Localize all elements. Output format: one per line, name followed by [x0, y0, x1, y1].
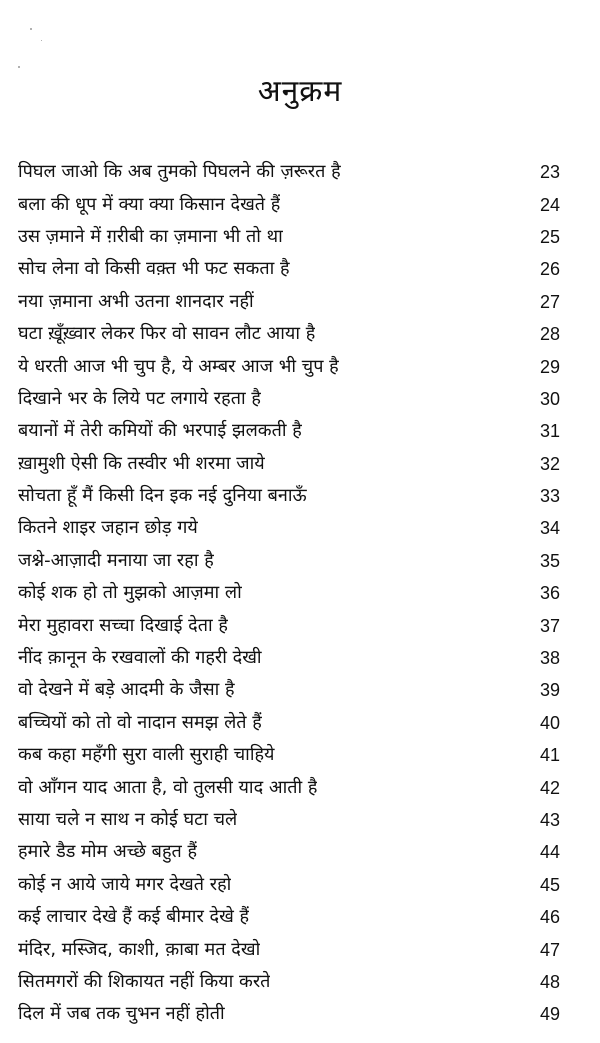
toc-entry[interactable] [18, 221, 560, 253]
toc-entry-page-number: 25 [539, 226, 560, 247]
toc-entry-title: वो आँगन याद आता है, वो तुलसी याद आती है [18, 776, 318, 798]
toc-entry[interactable] [18, 642, 560, 674]
toc-entry-page-number: 47 [539, 939, 560, 960]
toc-entry-page-number: 44 [539, 842, 560, 863]
toc-entry[interactable] [18, 448, 560, 480]
toc-entry[interactable] [18, 771, 560, 803]
toc-entry-title: कई लाचार देखे हैं कई बीमार देखे हैं [18, 906, 250, 928]
toc-entry[interactable] [18, 383, 560, 415]
toc-entry[interactable] [18, 998, 560, 1030]
toc-entry-title: हमारे डैड मोम अच्छे बहुत हैं [18, 841, 198, 863]
toc-entry[interactable] [18, 577, 560, 609]
scan-speck [18, 66, 20, 68]
toc-entry-title: ख़ामुशी ऐसी कि तस्वीर भी शरमा जाये [18, 452, 265, 474]
toc-entry[interactable] [18, 286, 560, 318]
table-of-contents [18, 156, 560, 1031]
toc-entry-title: दिल में जब तक चुभन नहीं होती [18, 1003, 225, 1025]
toc-entry-title: कोई शक हो तो मुझको आज़मा लो [18, 582, 242, 604]
toc-entry-title: सितमगरों की शिकायत नहीं किया करते [18, 970, 271, 992]
toc-entry[interactable] [18, 901, 560, 933]
toc-entry-title: सोच लेना वो किसी वक़्त भी फट सकता है [18, 258, 290, 280]
toc-entry[interactable] [18, 512, 560, 544]
toc-entry-title: दिखाने भर के लिये पट लगाये रहता है [18, 387, 261, 409]
toc-entry-page-number: 29 [539, 356, 560, 377]
toc-entry[interactable] [18, 188, 560, 220]
toc-entry-page-number: 32 [539, 453, 560, 474]
toc-entry-page-number: 49 [539, 1004, 560, 1025]
toc-entry-title: मंदिर, मस्जिद, काशी, क़ाबा मत देखो [18, 938, 261, 960]
toc-entry-page-number: 34 [539, 518, 560, 539]
toc-entry-title: बला की धूप में क्या क्या किसान देखते हैं [18, 193, 281, 215]
toc-entry-title: ये धरती आज भी चुप है, ये अम्बर आज भी चुप है [18, 355, 339, 377]
toc-entry[interactable] [18, 836, 560, 868]
toc-entry-page-number: 31 [539, 421, 560, 442]
toc-entry-page-number: 24 [539, 194, 560, 215]
toc-entry[interactable] [18, 545, 560, 577]
toc-entry-page-number: 40 [539, 712, 560, 733]
toc-entry[interactable] [18, 253, 560, 285]
toc-entry[interactable] [18, 804, 560, 836]
toc-entry-title: सोचता हूँ मैं किसी दिन इक नई दुनिया बनाऊँ [18, 485, 307, 507]
toc-entry-title: कितने शाइर जहान छोड़ गये [18, 517, 198, 539]
toc-entry-page-number: 39 [539, 680, 560, 701]
toc-entry-page-number: 48 [539, 971, 560, 992]
toc-entry-page-number: 35 [539, 550, 560, 571]
toc-entry-title: जश्ने-आज़ादी मनाया जा रहा है [18, 549, 214, 571]
toc-entry[interactable] [18, 966, 560, 998]
toc-entry[interactable] [18, 318, 560, 350]
toc-entry-title: वो देखने में बड़े आदमी के जैसा है [18, 679, 235, 701]
toc-entry[interactable] [18, 674, 560, 706]
toc-entry-title: नींद क़ानून के रखवालों की गहरी देखी [18, 647, 262, 669]
toc-entry-page-number: 36 [539, 583, 560, 604]
toc-entry-page-number: 33 [539, 486, 560, 507]
toc-entry[interactable] [18, 869, 560, 901]
toc-entry-page-number: 38 [539, 648, 560, 669]
toc-entry-page-number: 28 [539, 324, 560, 345]
toc-entry[interactable] [18, 415, 560, 447]
scan-speck [30, 28, 32, 30]
toc-entry[interactable] [18, 156, 560, 188]
toc-entry-page-number: 30 [539, 388, 560, 409]
toc-entry-page-number: 23 [539, 162, 560, 183]
toc-entry[interactable] [18, 933, 560, 965]
scan-speck [41, 40, 42, 41]
toc-entry[interactable] [18, 480, 560, 512]
toc-entry-page-number: 42 [539, 777, 560, 798]
toc-entry-page-number: 45 [539, 874, 560, 895]
toc-entry-title: पिघल जाओ कि अब तुमको पिघलने की ज़रूरत है [18, 161, 341, 183]
toc-entry[interactable] [18, 739, 560, 771]
toc-entry-title: घटा ख़ूँख़्वार लेकर फिर वो सावन लौट आया है [18, 323, 316, 345]
toc-entry-page-number: 27 [539, 291, 560, 312]
toc-entry-title: साया चले न साथ न कोई घटा चले [18, 809, 238, 830]
toc-entry-title: कब कहा महँगी सुरा वाली सुराही चाहिये [18, 744, 275, 766]
toc-entry-title: बच्चियों को तो वो नादान समझ लेते हैं [18, 711, 262, 733]
toc-entry-page-number: 37 [539, 615, 560, 636]
toc-entry[interactable] [18, 350, 560, 382]
toc-entry-title: नया ज़माना अभी उतना शानदार नहीं [18, 290, 254, 312]
toc-entry-title: उस ज़माने में ग़रीबी का ज़माना भी तो था [18, 225, 283, 247]
toc-entry-title: मेरा मुहावरा सच्चा दिखाई देता है [18, 614, 228, 636]
toc-entry-title: बयानों में तेरी कमियों की भरपाई झलकती है [18, 420, 302, 442]
toc-entry-page-number: 46 [539, 907, 560, 928]
toc-entry-title: कोई न आये जाये मगर देखते रहो [18, 873, 232, 895]
toc-entry[interactable] [18, 707, 560, 739]
toc-entry-page-number: 43 [539, 810, 560, 830]
toc-entry[interactable] [18, 609, 560, 641]
toc-entry-page-number: 26 [539, 259, 560, 280]
toc-entry-page-number: 41 [539, 745, 560, 766]
page-title: अनुक्रम [257, 74, 343, 110]
